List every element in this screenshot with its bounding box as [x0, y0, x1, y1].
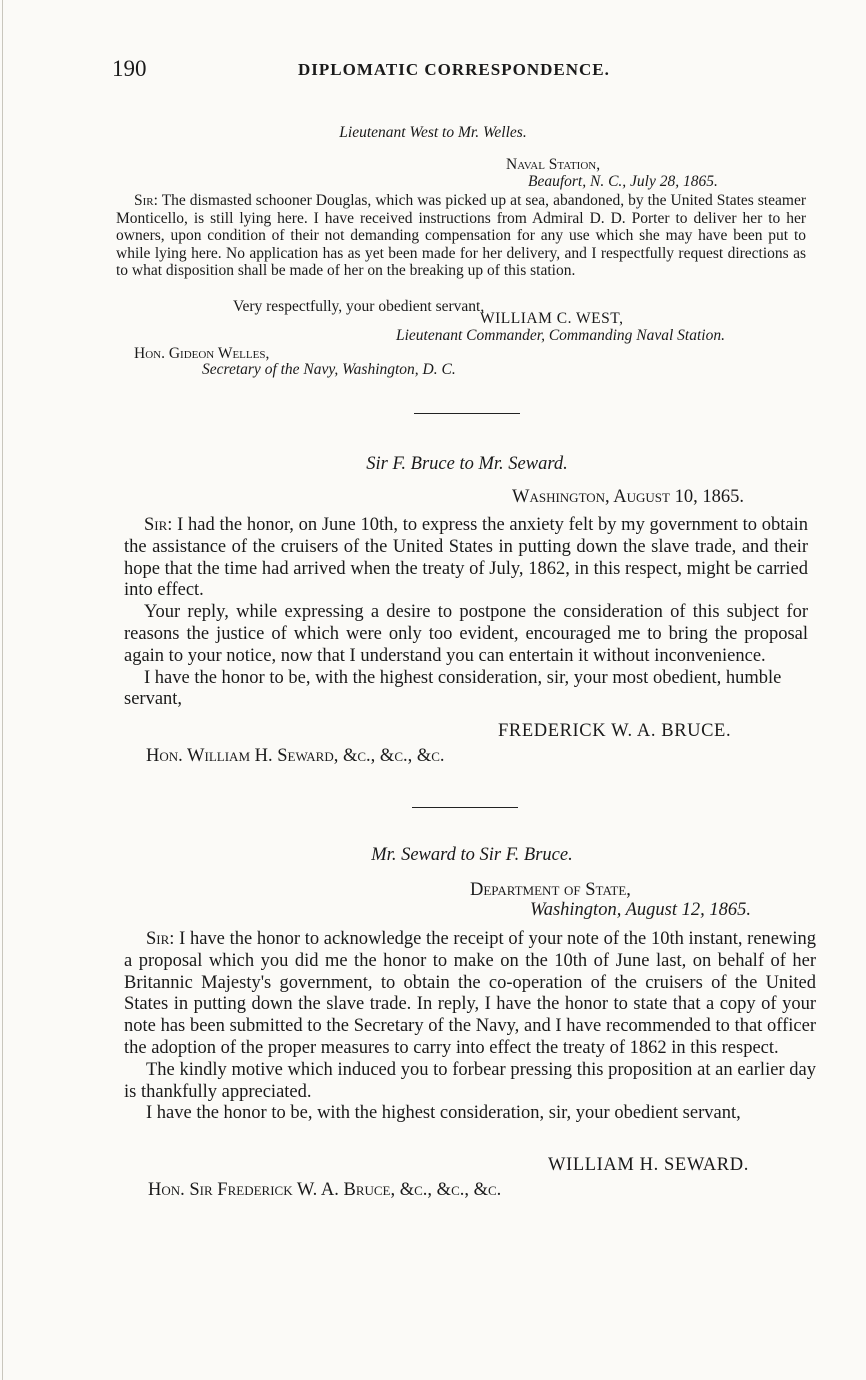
paragraph — [124, 929, 816, 1060]
paragraph-text: I had the honor, on June 10th, to express the anxiety felt by my government to obtain the assistance of the cruisers of the United States in putting down the slave trade, and their hope that the time had arrived when the treaty of July, 1862, in this respect, might be carried into effect. — [124, 515, 809, 601]
letter-body — [116, 192, 806, 280]
salutation: Sir: — [144, 515, 173, 535]
letter-closing: Very respectfully, your obedient servant, — [233, 298, 485, 315]
paragraph: Your reply, while expressing a desire to postpone the consideration of this subject for reasons the justice of which were only too evident, encouraged me to bring the proposal again to your notice, now that I understand you can entertain it without inconvenience. — [124, 602, 808, 666]
page-edge-shadow — [2, 0, 3, 1380]
signature: FREDERICK W. A. BRUCE. — [498, 721, 732, 741]
letter-body — [124, 515, 808, 711]
letter-heading: Mr. Seward to Sir F. Bruce. — [371, 845, 573, 865]
running-header — [112, 56, 812, 86]
letter-date: Beaufort, N. C., July 28, 1865. — [528, 173, 718, 190]
signature-title: Lieutenant Commander, Commanding Naval Station. — [396, 327, 725, 344]
addressee: Hon. William H. Seward, &c., &c., &c. — [146, 746, 445, 766]
section-divider — [414, 413, 520, 414]
letter-heading: Sir F. Bruce to Mr. Seward. — [366, 454, 568, 474]
section-divider — [412, 807, 518, 808]
running-title: DIPLOMATIC CORRESPONDENCE. — [298, 60, 610, 79]
paragraph: I have the honor to be, with the highest consideration, sir, your most obedient, humble servant, — [124, 667, 782, 710]
page-number: 190 — [112, 56, 147, 81]
paragraph: The kindly motive which induced you to forbear pressing this proposition at an earlier day is thankfully appreciated. — [124, 1059, 816, 1102]
salutation: Sir: — [134, 192, 158, 209]
paragraph-text: I have the honor to acknowledge the receipt of your note of the 10th instant, renewing a proposal which you did me the honor to make on the 10th of June last, on behalf of her Britannic Majesty's government, to obtain the co-operation of the cruisers of the United States in putting down the slave trade. In reply, I have the honor to state that a copy of your note has been submitted to the Secretary of the Navy, and I have recommended to that officer the adoption of the proper measures to carry into effect the treaty of 1862 in this respect. — [124, 929, 816, 1058]
addressee: Hon. Gideon Welles, — [134, 345, 270, 362]
letter-body — [124, 929, 816, 1125]
signature: WILLIAM H. SEWARD. — [548, 1155, 749, 1175]
addressee-title: Secretary of the Navy, Washington, D. C. — [202, 361, 456, 378]
letter-place-date: Washington, August 10, 1865. — [512, 487, 744, 507]
paragraph — [124, 515, 808, 602]
letter-heading: Lieutenant West to Mr. Welles. — [339, 124, 527, 141]
salutation: Sir: — [146, 929, 175, 949]
paragraph: The dismasted schooner Douglas, which was picked up at sea, abandoned, by the United States steamer Monticello, is still lying here. I have received instructions from Admiral D. D. Porter to deliver her to her owners, upon condition of their not demanding compensation for any use which she may have been put to while lying here. No application has as yet been made for her delivery, and I respectfully request directions as to what disposition shall be made of her on the breaking up of this station. — [116, 192, 806, 280]
letter-place: Department of State, — [470, 880, 631, 900]
addressee: Hon. Sir Frederick W. A. Bruce, &c., &c., &c. — [148, 1180, 502, 1200]
paragraph: I have the honor to be, with the highest consideration, sir, your obedient servant, — [146, 1103, 741, 1124]
letter-date: Washington, August 12, 1865. — [530, 900, 751, 920]
letter-place: Naval Station, — [506, 156, 601, 173]
signature: WILLIAM C. WEST, — [480, 310, 624, 327]
